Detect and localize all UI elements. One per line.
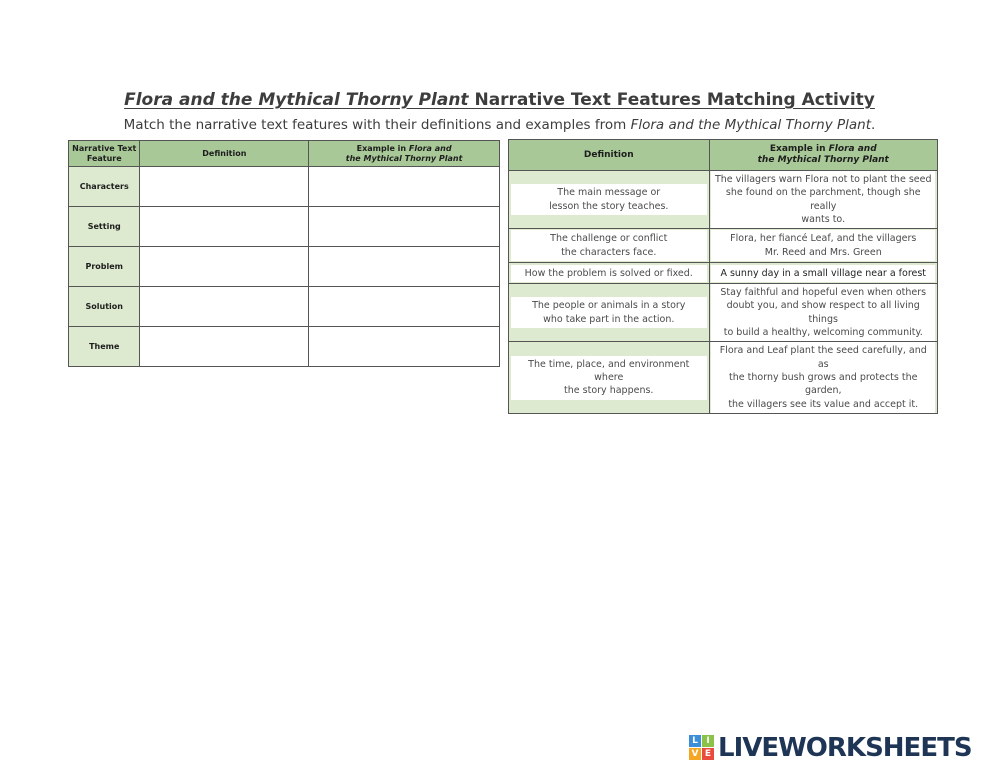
definition-card[interactable] [511,230,707,261]
card-line: Flora, her fiancé Leaf, and the villagers [730,233,917,245]
card-line: Stay faithful and hopeful even when others [720,287,927,299]
feature-label: Setting [69,207,140,247]
table-row [69,207,500,247]
card-line: wants to. [801,213,846,225]
liveworksheets-logo [689,732,972,764]
card-line: who take part in the action. [543,313,675,325]
logo-mark-letter: E [702,748,714,760]
definition-drop-zone[interactable] [140,167,309,207]
table-row [69,327,500,367]
page-title [0,90,999,110]
card-line: the characters face. [561,246,657,258]
header-definition: Definition [140,141,309,167]
header-example-prefix: Example in [356,144,409,154]
definition-card[interactable] [511,265,707,282]
subtitle-book-name: Flora and the Mythical Thorny Plant [630,117,872,133]
card-line: How the problem is solved or fixed. [524,267,693,279]
definition-drop-zone[interactable] [140,247,309,287]
card-line: Mr. Reed and Mrs. Green [764,246,882,258]
answer-table [68,140,500,367]
choices-header-example-prefix: Example in [769,144,829,155]
header-example [309,141,500,167]
logo-mark-letter: L [689,735,701,747]
subtitle-prefix: Match the narrative text features with their definitions and examples from [123,117,631,133]
logo-mark-letter: V [689,748,701,760]
choice-row [509,229,938,263]
card-line: to build a healthy, welcoming community. [723,327,923,339]
feature-label: Solution [69,287,140,327]
example-drop-zone[interactable] [309,167,500,207]
choices-header-definition: Definition [509,140,710,171]
choices-table [508,139,938,414]
title-book-name: Flora and the Mythical Thorny Plant [124,90,469,110]
header-example-italic-2: the Mythical Thorny Plant [345,153,463,163]
example-card[interactable] [711,284,935,341]
example-drop-zone[interactable] [309,247,500,287]
example-drop-zone[interactable] [309,327,500,367]
choices-header-example-italic-2: the Mythical Thorny Plant [757,155,889,165]
card-line: The people or animals in a story [532,300,686,312]
card-line: The villagers warn Flora not to plant the seed [714,174,932,185]
feature-label: Characters [69,167,140,207]
page-subtitle [0,117,999,133]
definition-card[interactable] [511,356,707,400]
example-card[interactable] [711,230,935,261]
card-line: The challenge or conflict [550,233,668,245]
definition-card[interactable] [511,184,707,215]
choices-header-example-italic-1: Flora and [828,144,877,155]
definition-drop-zone[interactable] [140,327,309,367]
choice-row [509,284,938,342]
example-drop-zone[interactable] [309,287,500,327]
card-line: A sunny day in a small village near a forest [720,267,927,279]
card-line: The main message or [557,187,661,199]
choices-header-example [709,140,938,171]
card-line: The time, place, and environment where [528,358,690,383]
logo-mark-letter: I [702,735,714,747]
table-row [69,167,500,207]
definition-drop-zone[interactable] [140,207,309,247]
liveworksheets-mark-icon [689,735,715,761]
example-card[interactable] [711,342,935,412]
header-feature: Narrative Text Feature [69,141,140,167]
card-line: the story happens. [564,385,654,397]
feature-label: Theme [69,327,140,367]
card-line: Flora and Leaf plant the seed carefully, and as [719,345,927,370]
card-line: lesson the story teaches. [549,200,669,212]
choice-row [509,171,938,229]
subtitle-suffix: . [871,117,876,133]
example-card[interactable] [711,171,935,228]
example-card[interactable] [711,265,935,282]
choice-row [509,263,938,284]
feature-label: Problem [69,247,140,287]
card-line: she found on the parchment, though she really [725,187,921,212]
card-line: the villagers see its value and accept it. [728,398,919,410]
example-drop-zone[interactable] [309,207,500,247]
title-activity-name: Narrative Text Features Matching Activity [468,90,875,110]
definition-drop-zone[interactable] [140,287,309,327]
table-row [69,287,500,327]
logo-text: LIVEWORKSHEETS [718,733,972,763]
card-line: doubt you, and show respect to all living things [726,300,920,325]
table-row [69,247,500,287]
definition-card[interactable] [511,297,707,328]
header-example-italic-1: Flora and [408,144,452,154]
choice-row [509,342,938,413]
card-line: the thorny bush grows and protects the garden, [729,371,918,397]
